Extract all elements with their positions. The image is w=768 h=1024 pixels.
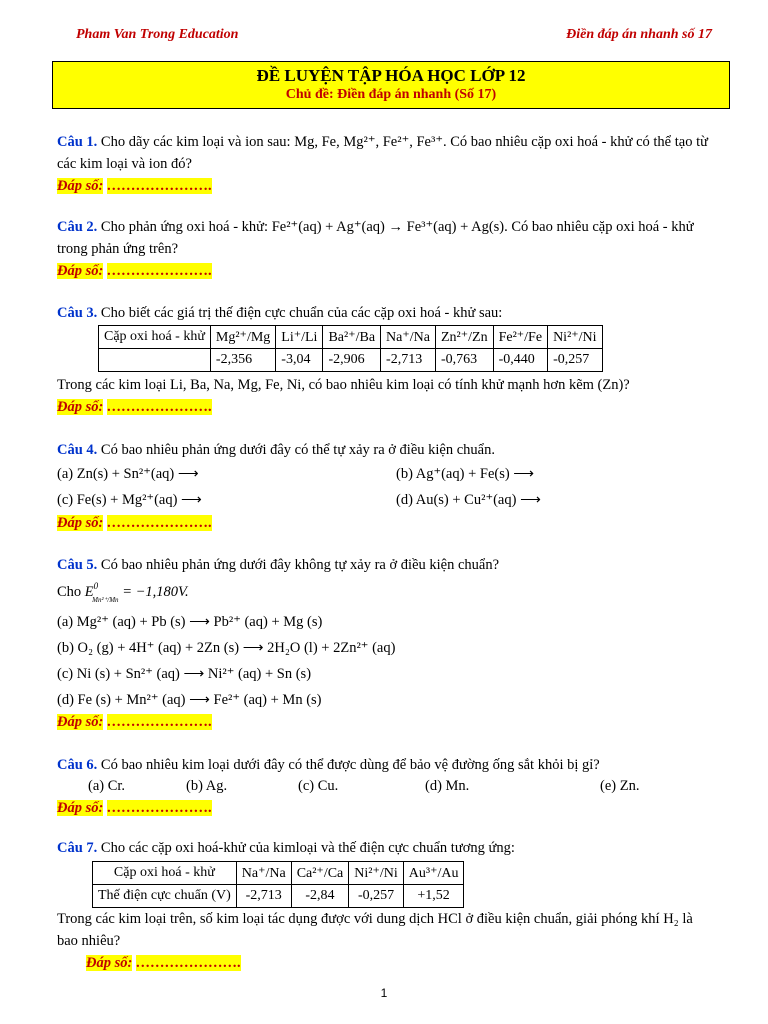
q5-text: Có bao nhiêu phản ứng dưới đây không tự xảy ra ở điều kiện chuẩn? [100,557,500,573]
table-cell: Ni²⁺/Ni [548,326,602,349]
q5-reaction-b: (b) O₂ (g) + 4H⁺ (aq) + 2Zn (s) ⟶ 2H₂O (l) + 2Zn²⁺ (aq) [57,640,396,656]
q5-answer [57,714,212,731]
q6-answer [57,800,212,817]
q5-given [57,581,189,604]
table-cell: -2,84 [291,885,349,908]
q5-intro [57,557,499,574]
table-cell: Na⁺/Na [381,326,436,349]
answer-label: Đáp số: [57,399,104,415]
answer-blank: …………………. [135,955,242,971]
q6-text: Có bao nhiêu kim loại dưới đây có thể được dùng để bảo vệ đường ống sắt khỏi bị gỉ? [100,757,600,773]
table-cell: -0,763 [435,349,493,372]
answer-blank: …………………. [106,714,213,730]
table-cell: -3,04 [276,349,323,372]
table-cell: Zn²⁺/Zn [435,326,493,349]
title-banner [52,61,730,109]
q6-label: Câu 6. [57,757,98,773]
q5-given-value: = −1,180V. [122,584,189,600]
table-cell: -2,713 [236,885,291,908]
q5-given-prefix: Cho [57,584,82,600]
q6-intro [57,757,600,774]
q4-option-c: (c) Fe(s) + Mg²⁺(aq) ⟶ [57,492,202,508]
q1-label: Câu 1. [57,134,98,150]
q7-answer [86,955,241,972]
q4-intro [57,442,495,459]
table-cell: Li⁺/Li [276,326,323,349]
table-row [93,885,464,908]
header-right: Điền đáp án nhanh số 17 [566,27,712,42]
q2-text: Cho phản ứng oxi hoá - khử: Fe²⁺(aq) + Ag⁺(aq) → Fe³⁺(aq) + Ag(s). Có bao nhiêu cặp oxi hoá - khử [100,219,694,235]
table-cell: Mg²⁺/Mg [210,326,275,349]
table-cell: -0,440 [493,349,547,372]
q4-label: Câu 4. [57,442,98,458]
table-cell: -0,257 [349,885,403,908]
q4-answer [57,515,212,532]
q7-line2: bao nhiêu? [57,933,121,949]
table-cell: Fe²⁺/Fe [493,326,547,349]
table-cell: +1,52 [403,885,464,908]
page-subtitle: Chủ đề: Điền đáp án nhanh (Số 17) [285,87,497,102]
q7-intro [57,840,515,857]
table-cell: -2,713 [381,349,436,372]
q5-reaction-d: (d) Fe (s) + Mn²⁺ (aq) ⟶ Fe²⁺ (aq) + Mn (s) [57,692,322,708]
answer-label: Đáp số: [57,800,104,816]
table-cell: Thế điện cực chuẩn (V) [93,885,237,908]
q6-option-a: (a) Cr. [88,778,126,794]
answer-blank: …………………. [106,178,213,194]
q2-line1 [57,219,694,236]
q1-answer [57,178,212,195]
q7-text: Cho các cặp oxi hoá-khử của kimloại và thế điện cực chuẩn tương ứng: [100,840,515,856]
q1-text: Cho dãy các kim loại và ion sau: Mg, Fe, Mg²⁺, Fe²⁺, Fe³⁺. Có bao nhiêu cặp oxi hoá - khử có thể tạo từ [100,134,708,150]
table-cell: -2,906 [323,349,381,372]
answer-label: Đáp số: [57,178,104,194]
table-cell: -2,356 [210,349,275,372]
table-cell: Au³⁺/Au [403,862,464,885]
q2-label: Câu 2. [57,219,98,235]
table-row [99,349,603,372]
q2-answer [57,263,212,280]
table-cell: Na⁺/Na [236,862,291,885]
q5-reaction-a: (a) Mg²⁺ (aq) + Pb (s) ⟶ Pb²⁺ (aq) + Mg (s) [57,614,323,630]
q6-option-e: (e) Zn. [600,778,640,794]
q6-option-c: (c) Cu. [298,778,339,794]
table-cell: Ni²⁺/Ni [349,862,403,885]
q2-line2: trong phản ứng trên? [57,241,179,257]
q7-line1: Trong các kim loại trên, số kim loại tác dụng được với dung dịch HCl ở điều kiện chuẩn, giải phóng khí H₂ là [57,911,693,927]
table-row [93,862,464,885]
q6-option-d: (d) Mn. [425,778,470,794]
table-cell [99,349,211,372]
q3-text: Cho biết các giá trị thế điện cực chuẩn của các cặp oxi hoá - khử sau: [100,305,503,321]
table-row [99,326,603,349]
table-cell: Cặp oxi hoá - khử [93,862,237,885]
page-number: 1 [380,986,388,1000]
q3-table [98,325,603,372]
answer-blank: …………………. [106,399,213,415]
page-title: ĐỀ LUYỆN TẬP HÓA HỌC LỚP 12 [256,66,526,85]
answer-blank: …………………. [106,800,213,816]
q5-given-formula: $E^0_{Mn^{2+}/Mn}$ [84,581,119,604]
q5-reaction-c: (c) Ni (s) + Sn²⁺ (aq) ⟶ Ni²⁺ (aq) + Sn (s) [57,666,312,682]
q4-text: Có bao nhiêu phản ứng dưới đây có thể tự xảy ra ở điều kiện chuẩn. [100,442,495,458]
q4-option-b: (b) Ag⁺(aq) + Fe(s) ⟶ [396,466,535,482]
answer-label: Đáp số: [86,955,133,971]
q7-label: Câu 7. [57,840,98,856]
q3-question: Trong các kim loại Li, Ba, Na, Mg, Fe, Ni, có bao nhiêu kim loại có tính khử mạnh hơn kẽm (Zn)? [57,377,630,393]
table-cell: Ba²⁺/Ba [323,326,381,349]
header-left: Pham Van Trong Education [76,27,239,42]
q4-option-d: (d) Au(s) + Cu²⁺(aq) ⟶ [396,492,541,508]
answer-label: Đáp số: [57,714,104,730]
q3-answer [57,399,212,416]
table-cell: Cặp oxi hoá - khử [99,326,211,349]
answer-blank: …………………. [106,263,213,279]
answer-blank: …………………. [106,515,213,531]
q3-label: Câu 3. [57,305,98,321]
q3-intro [57,305,502,322]
answer-label: Đáp số: [57,263,104,279]
table-cell: -0,257 [548,349,602,372]
q1-line1 [57,134,708,151]
table-cell: Ca²⁺/Ca [291,862,349,885]
q1-line2: các kim loại và ion đó? [57,156,192,172]
q7-table [92,861,464,908]
q5-label: Câu 5. [57,557,98,573]
answer-label: Đáp số: [57,515,104,531]
q6-option-b: (b) Ag. [186,778,228,794]
q4-option-a: (a) Zn(s) + Sn²⁺(aq) ⟶ [57,466,199,482]
